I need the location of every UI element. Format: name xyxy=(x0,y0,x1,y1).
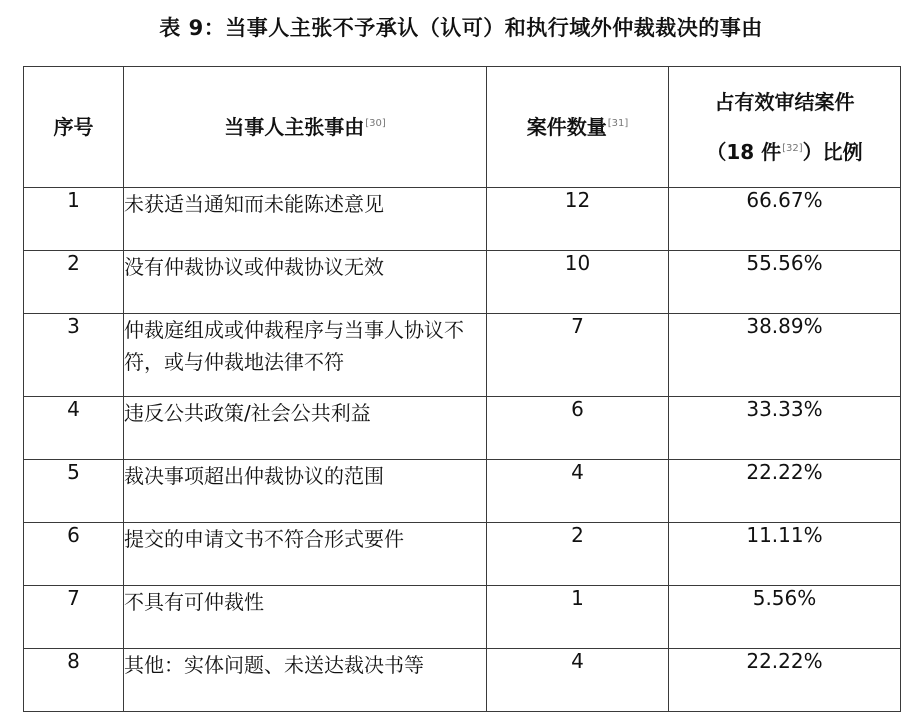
row-percentage: 22.22% xyxy=(669,649,901,712)
header-count xyxy=(487,67,669,188)
row-percentage: 5.56% xyxy=(669,586,901,649)
footnote-ref: [31] xyxy=(607,118,629,130)
row-reason: 不具有可仲裁性 xyxy=(124,586,487,649)
row-count: 6 xyxy=(487,397,669,460)
header-ratio-line1: 占有效审结案件 xyxy=(714,90,855,114)
footnote-ref: [30] xyxy=(365,118,386,130)
row-number: 4 xyxy=(24,397,124,460)
row-percentage: 11.11% xyxy=(669,523,901,586)
header-row xyxy=(24,67,901,188)
grounds-table xyxy=(23,66,901,712)
table-row xyxy=(24,397,901,460)
row-reason: 其他：实体问题、未送达裁决书等 xyxy=(124,649,487,712)
row-reason: 未获适当通知而未能陈述意见 xyxy=(124,188,487,251)
row-number: 8 xyxy=(24,649,124,712)
header-number xyxy=(24,67,124,188)
header-ratio-line2 xyxy=(669,139,900,165)
row-number: 7 xyxy=(24,586,124,649)
table-row xyxy=(24,523,901,586)
header-ratio-post: ）比例 xyxy=(802,140,863,164)
row-number: 3 xyxy=(24,314,124,397)
row-reason: 提交的申请文书不符合形式要件 xyxy=(124,523,487,586)
header-ratio-pre: （18 件 xyxy=(706,140,782,164)
header-reason xyxy=(124,67,487,188)
row-reason: 仲裁庭组成或仲裁程序与当事人协议不符，或与仲裁地法律不符 xyxy=(124,314,487,397)
row-count: 12 xyxy=(487,188,669,251)
row-reason: 没有仲裁协议或仲裁协议无效 xyxy=(124,251,487,314)
row-count: 4 xyxy=(487,649,669,712)
table-row xyxy=(24,188,901,251)
row-count: 1 xyxy=(487,586,669,649)
row-count: 7 xyxy=(487,314,669,397)
row-count: 4 xyxy=(487,460,669,523)
row-number: 1 xyxy=(24,188,124,251)
table-row xyxy=(24,314,901,397)
table-title: 表 9：当事人主张不予承认（认可）和执行域外仲裁裁决的事由 xyxy=(159,16,763,40)
row-count: 10 xyxy=(487,251,669,314)
header-ratio xyxy=(669,67,901,188)
table-row xyxy=(24,586,901,649)
row-percentage: 66.67% xyxy=(669,188,901,251)
row-percentage: 33.33% xyxy=(669,397,901,460)
table-row xyxy=(24,251,901,314)
row-percentage: 22.22% xyxy=(669,460,901,523)
footnote-ref: [32] xyxy=(782,143,803,155)
row-percentage: 38.89% xyxy=(669,314,901,397)
table-row xyxy=(24,460,901,523)
row-reason: 违反公共政策/社会公共利益 xyxy=(124,397,487,460)
row-percentage: 55.56% xyxy=(669,251,901,314)
header-number-label: 序号 xyxy=(53,115,94,139)
row-number: 2 xyxy=(24,251,124,314)
table-row xyxy=(24,649,901,712)
row-number: 6 xyxy=(24,523,124,586)
header-count-label: 案件数量 xyxy=(526,115,607,139)
row-count: 2 xyxy=(487,523,669,586)
header-reason-label: 当事人主张事由 xyxy=(224,115,365,139)
row-reason: 裁决事项超出仲裁协议的范围 xyxy=(124,460,487,523)
row-number: 5 xyxy=(24,460,124,523)
